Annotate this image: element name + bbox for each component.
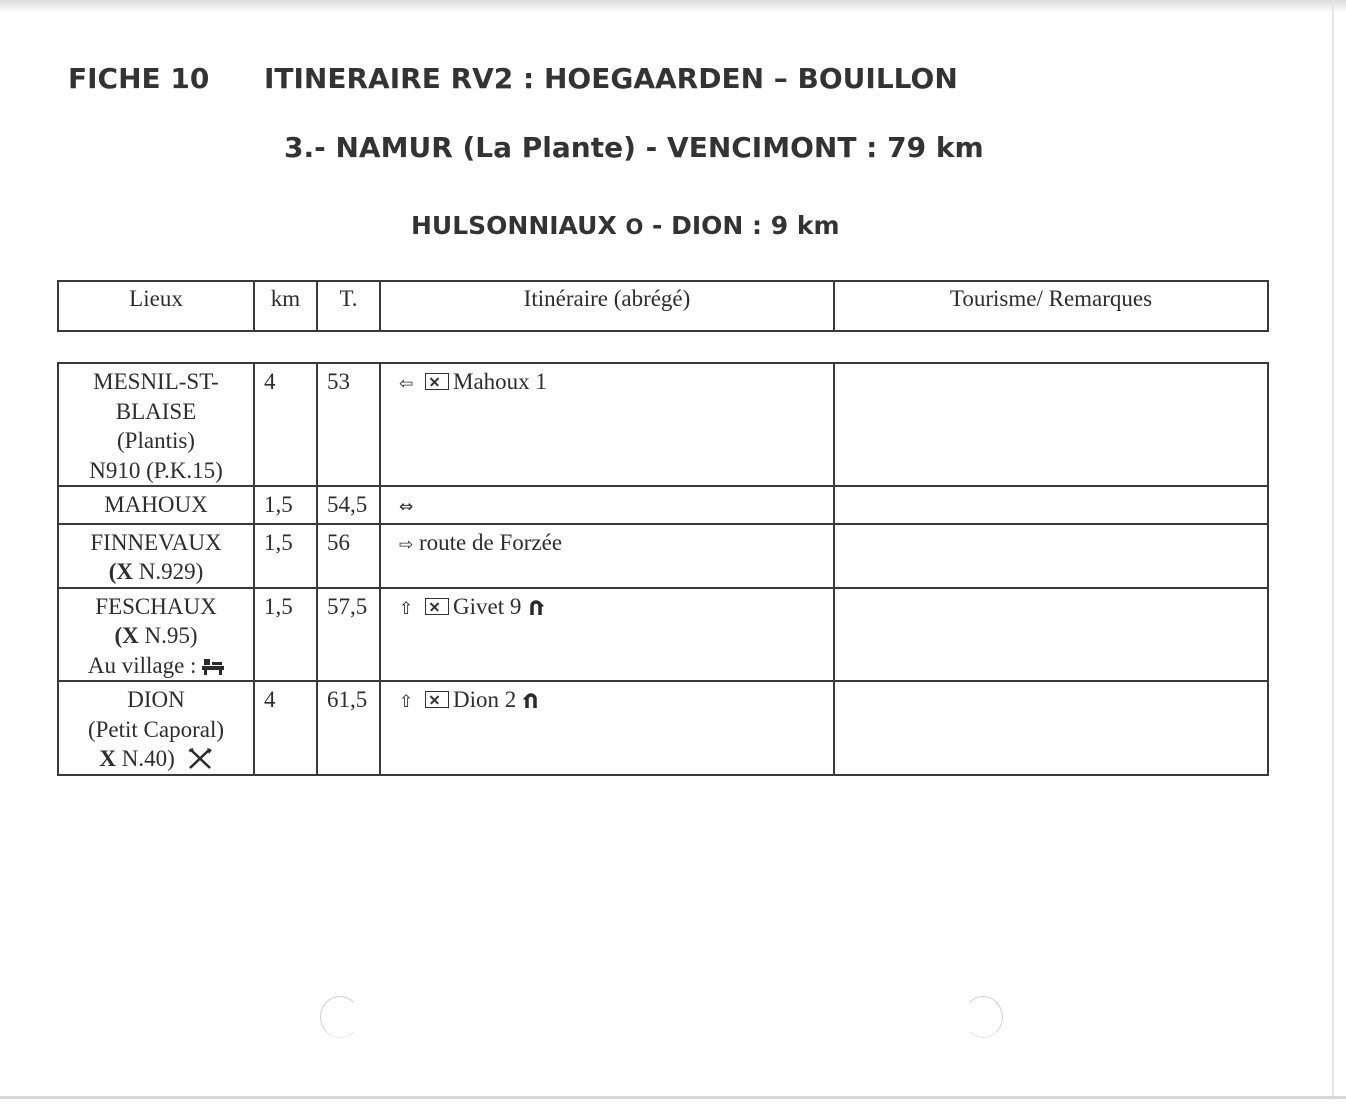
km-cell: 1,5 [254,588,317,682]
lieu-line: (Plantis) [117,428,195,453]
t-cell: 53 [317,363,380,486]
arrow-left-icon: ⇦ [399,374,414,394]
segment-mark: O [625,215,644,239]
lieu-cell [58,486,254,524]
segment-to: - DION : 9 km [652,211,840,240]
lieu-line: (Petit Caporal) [87,716,225,742]
itineraire-cell [380,363,834,486]
col-tourisme: Tourisme/ Remarques [834,281,1268,331]
lieu-line: BLAISE [115,398,197,424]
fork-knife-icon [187,747,213,769]
km-cell: 1,5 [254,524,317,588]
lieu-cell [58,363,254,486]
km-cell: 4 [254,681,317,775]
t-cell: 61,5 [317,681,380,775]
lieu-line: MESNIL-ST- [93,369,219,394]
t-cell: 54,5 [317,486,380,524]
remarques-cell [834,486,1268,524]
t-cell: 57,5 [317,588,380,682]
table-row [58,363,1268,486]
roundabout-icon [527,598,545,616]
route-table [57,362,1269,776]
punch-hole-right [963,996,1003,1038]
itineraire-text: Dion 2 [453,687,517,712]
segment-title [411,211,840,240]
table-row [58,524,1268,588]
col-itineraire: Itinéraire (abrégé) [380,281,834,331]
km-cell: 4 [254,363,317,486]
lieu-line: N910 (P.K.15) [89,457,223,483]
itineraire-text: route de Forzée [419,529,563,555]
column-header-table [57,280,1269,332]
lieu-cell [58,588,254,682]
lieu-cell [58,524,254,588]
lieu-note: Au village : [87,652,197,678]
lieu-line [59,651,253,681]
t-cell: 56 [317,524,380,588]
box-cross-icon [425,373,449,390]
remarques-cell [834,524,1268,588]
scan-edge-top [0,0,1346,14]
itineraire-cell [380,524,834,588]
table-row [58,486,1268,524]
table-row [58,681,1268,775]
lieu-line: FESCHAUX [95,593,217,619]
lieu-cell [58,681,254,775]
road-number: N.95) [144,623,198,648]
scan-edge-bottom [0,1096,1346,1099]
lieu-line: MAHOUX [104,492,208,517]
remarques-cell [834,363,1268,486]
fiche-number: FICHE 10 [68,62,210,95]
arrow-up-icon: ⇧ [399,692,414,712]
itineraire-cell [380,681,834,775]
road-number: N.40) [121,746,175,771]
crossing-marker: X [99,746,117,771]
col-t: T. [317,281,380,331]
km-cell: 1,5 [254,486,317,524]
table-row [58,588,1268,682]
remarques-cell [834,588,1268,682]
arrow-right-icon: ⇨ [399,534,414,555]
lieu-line: FINNEVAUX [90,529,222,555]
box-cross-icon [425,598,449,615]
crossing-marker: (X [108,559,133,584]
col-lieux: Lieux [58,281,254,331]
scan-edge-right [1332,0,1334,1100]
lieu-line [59,744,253,774]
itineraire-cell [380,588,834,682]
itinerary-title: ITINERAIRE RV2 : HOEGAARDEN – BOUILLON [264,62,958,95]
lieu-line [59,621,253,651]
stage-title: 3.- NAMUR (La Plante) - VENCIMONT : 79 km [284,131,984,164]
box-cross-icon [425,691,449,708]
itineraire-text: Mahoux 1 [453,369,547,394]
itineraire-cell [380,486,834,524]
road-number: N.929) [138,559,204,584]
roundabout-icon [522,691,540,709]
arrow-left-right-icon: ⇔ [399,497,414,517]
punch-hole-left [320,996,360,1038]
segment-from: HULSONNIAUX [411,211,617,240]
col-km: km [254,281,317,331]
arrow-up-icon: ⇧ [399,598,414,619]
remarques-cell [834,681,1268,775]
bench-icon [202,657,224,675]
lieu-line: DION [127,687,185,712]
lieu-line [59,557,253,587]
itineraire-text: Givet 9 [453,593,522,619]
crossing-marker: (X [114,623,139,648]
